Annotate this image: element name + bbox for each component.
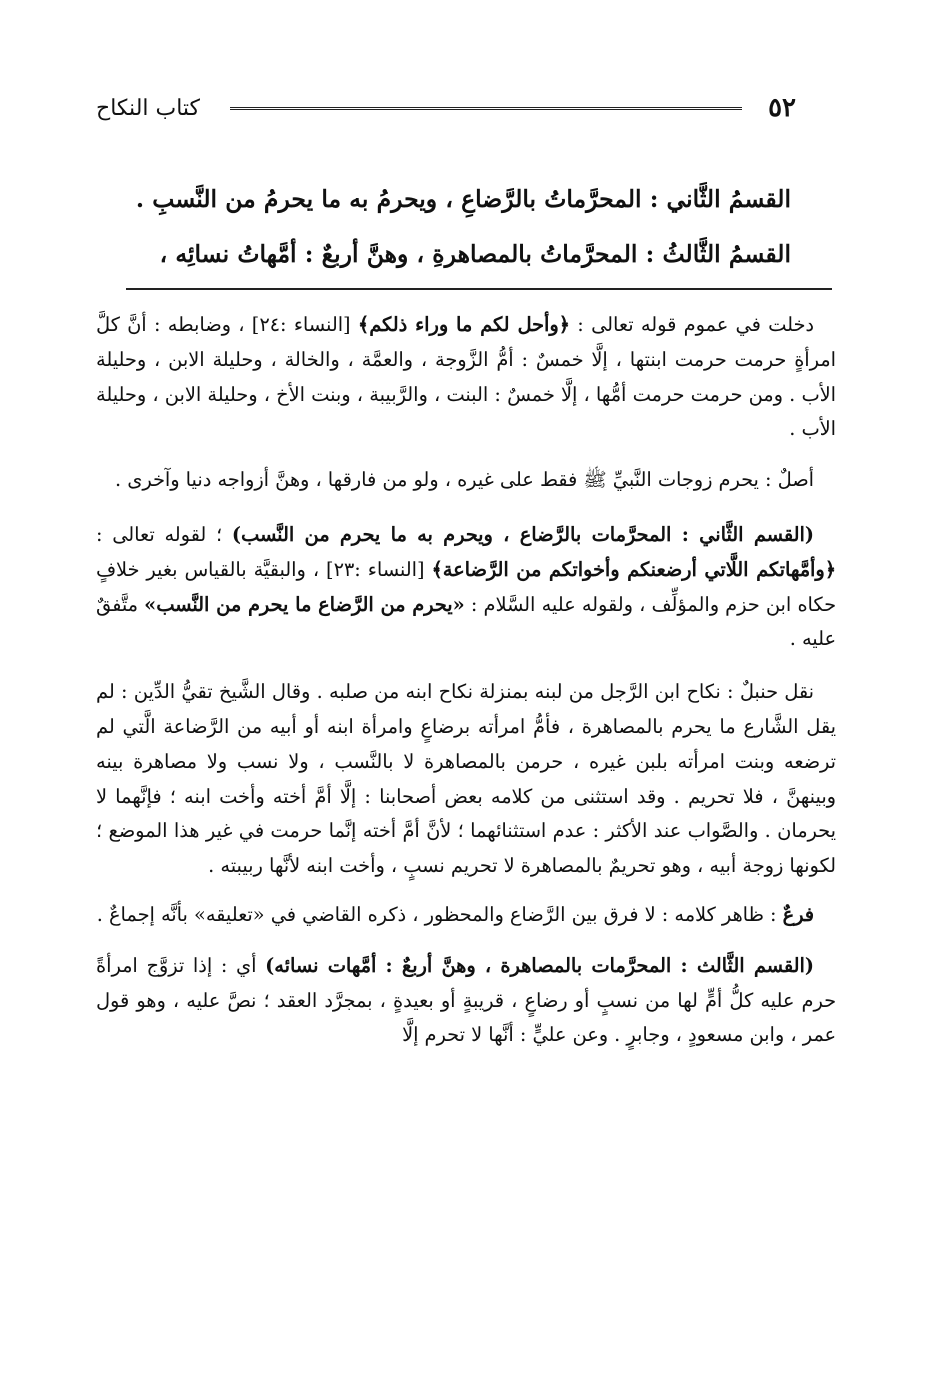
matn-text xyxy=(126,172,791,282)
commentary xyxy=(96,308,836,1067)
matn-line-2: القسمُ الثَّالثُ : المحرَّماتُ بالمصاهرةِ ، وهنَّ أربعٌ : أمَّهاتُ نسائِه ، xyxy=(159,240,791,268)
matn-quote: (القسم الثَّاني : المحرَّمات بالرَّضاع ، ويحرم به ما يحرم من النَّسب) xyxy=(231,522,814,546)
commentary-paragraph xyxy=(96,463,836,498)
commentary-paragraph xyxy=(96,949,836,1053)
commentary-paragraph xyxy=(96,898,836,933)
paragraph-text: أصلٌ : يحرم زوجات النَّبيِّ ﷺ فقط على غيره ، ولو من فارقها ، وهنَّ أزواجه دنيا وآخرى . xyxy=(114,468,814,492)
matn-divider xyxy=(126,288,832,290)
paragraph-text: أي : إذا تزوَّج امرأةً حرم عليه كلُّ أمٍّ لها من نسبٍ أو رضاعٍ ، قريبةٍ أو بعيدةٍ ، بمجرَّد العقد ؛ نصَّ عليه ، وهو قول عمر ، وابن مسعودٍ ، وجابرٍ . وعن عليٍّ : أنَّها لا تحرم إلَّا xyxy=(96,953,836,1047)
matn-quote: (القسم الثَّالث : المحرَّمات بالمصاهرة ، وهنَّ أربعٌ : أمَّهات نسائه) xyxy=(265,953,814,977)
hadith-quote: «يحرم من الرَّضاع ما يحرم من النَّسب» xyxy=(144,592,465,616)
paragraph-text: [النساء :٢٤] ، وضابطه : أنَّ كلَّ امرأةٍ حرمت حرمت ابنتها ، إلَّا خمسٌ : أمُّ الزَّوجة ، والعمَّة ، والخالة ، وحليلة الابن ، وحليلة الأب . ومن حرمت حرمت أمُّها ، إلَّا خمسٌ : البنت ، والرَّبيبة ، وبنت الأخ ، وحليلة الابن ، وحليلة الأب . xyxy=(96,313,836,441)
header-rule xyxy=(230,107,742,110)
quran-quote: ﴿وأمَّهاتكم اللَّاتي أرضعنكم وأخواتكم من الرَّضاعة﴾ xyxy=(431,557,837,581)
paragraph-text: دخلت في عموم قوله تعالى : xyxy=(569,313,814,336)
section-label: فرعٌ xyxy=(782,902,814,926)
page-header xyxy=(96,88,796,128)
commentary-paragraph xyxy=(96,308,836,447)
paragraph-text: ؛ لقوله تعالى : xyxy=(96,522,232,546)
paragraph-text: [النساء :٢٣] ، والبقيَّة بالقياس بغير خلافٍ حكاه ابن حزم والمؤلِّف ، ولقوله عليه السَّلام : xyxy=(96,557,836,616)
book-title: كتاب النكاح xyxy=(96,95,201,121)
matn-line-1: القسمُ الثَّاني : المحرَّماتُ بالرَّضاعِ ، ويحرمُ به ما يحرمُ من النَّسبِ . xyxy=(135,185,791,213)
commentary-paragraph xyxy=(96,675,836,884)
paragraph-text: : ظاهر كلامه : لا فرق بين الرَّضاع والمحظور ، ذكره القاضي في «تعليقه» بأنَّه إجماعٌ . xyxy=(96,902,783,926)
paragraph-text: متَّفقٌ عليه . xyxy=(96,592,836,651)
commentary-paragraph xyxy=(96,518,836,657)
quran-quote: ﴿وأحل لكم ما وراء ذلكم﴾ xyxy=(357,313,570,336)
paragraph-text: نقل حنبلٌ : نكاح ابن الرَّجل من لبنه بمنزلة نكاح ابنه من صلبه . وقال الشَّيخ تقيُّ الدِّين : لم يقل الشَّارع ما يحرم بالمصاهرة ، فأمُّ امرأته برضاعٍ وامرأة ابنه أو أبيه من الرَّضاعة الَّتي لم ترضعه وبنت امرأته بلبن غيره ، حرمن بالمصاهرة لا بالنَّسب ، ولا نسب ولا مصاهرة بينه وبينهنَّ ، فلا تحريم . وقد استثنى من كلامه بعض أصحابنا : إلَّا أمَّ أخته وأخت ابنه ؛ فإنَّهما لا يحرمان . والصَّواب عند الأكثر : عدم استثنائهما ؛ لأنَّ أمَّ أخته إنَّما حرمت في غير هذا الموضع ؛ لكونها زوجة أبيه ، وهو تحريمٌ بالمصاهرة لا تحريم نسبٍ ، وأخت ابنه لأنَّها ربيبته . xyxy=(96,680,836,878)
page-number: ٥٢ xyxy=(768,93,796,123)
